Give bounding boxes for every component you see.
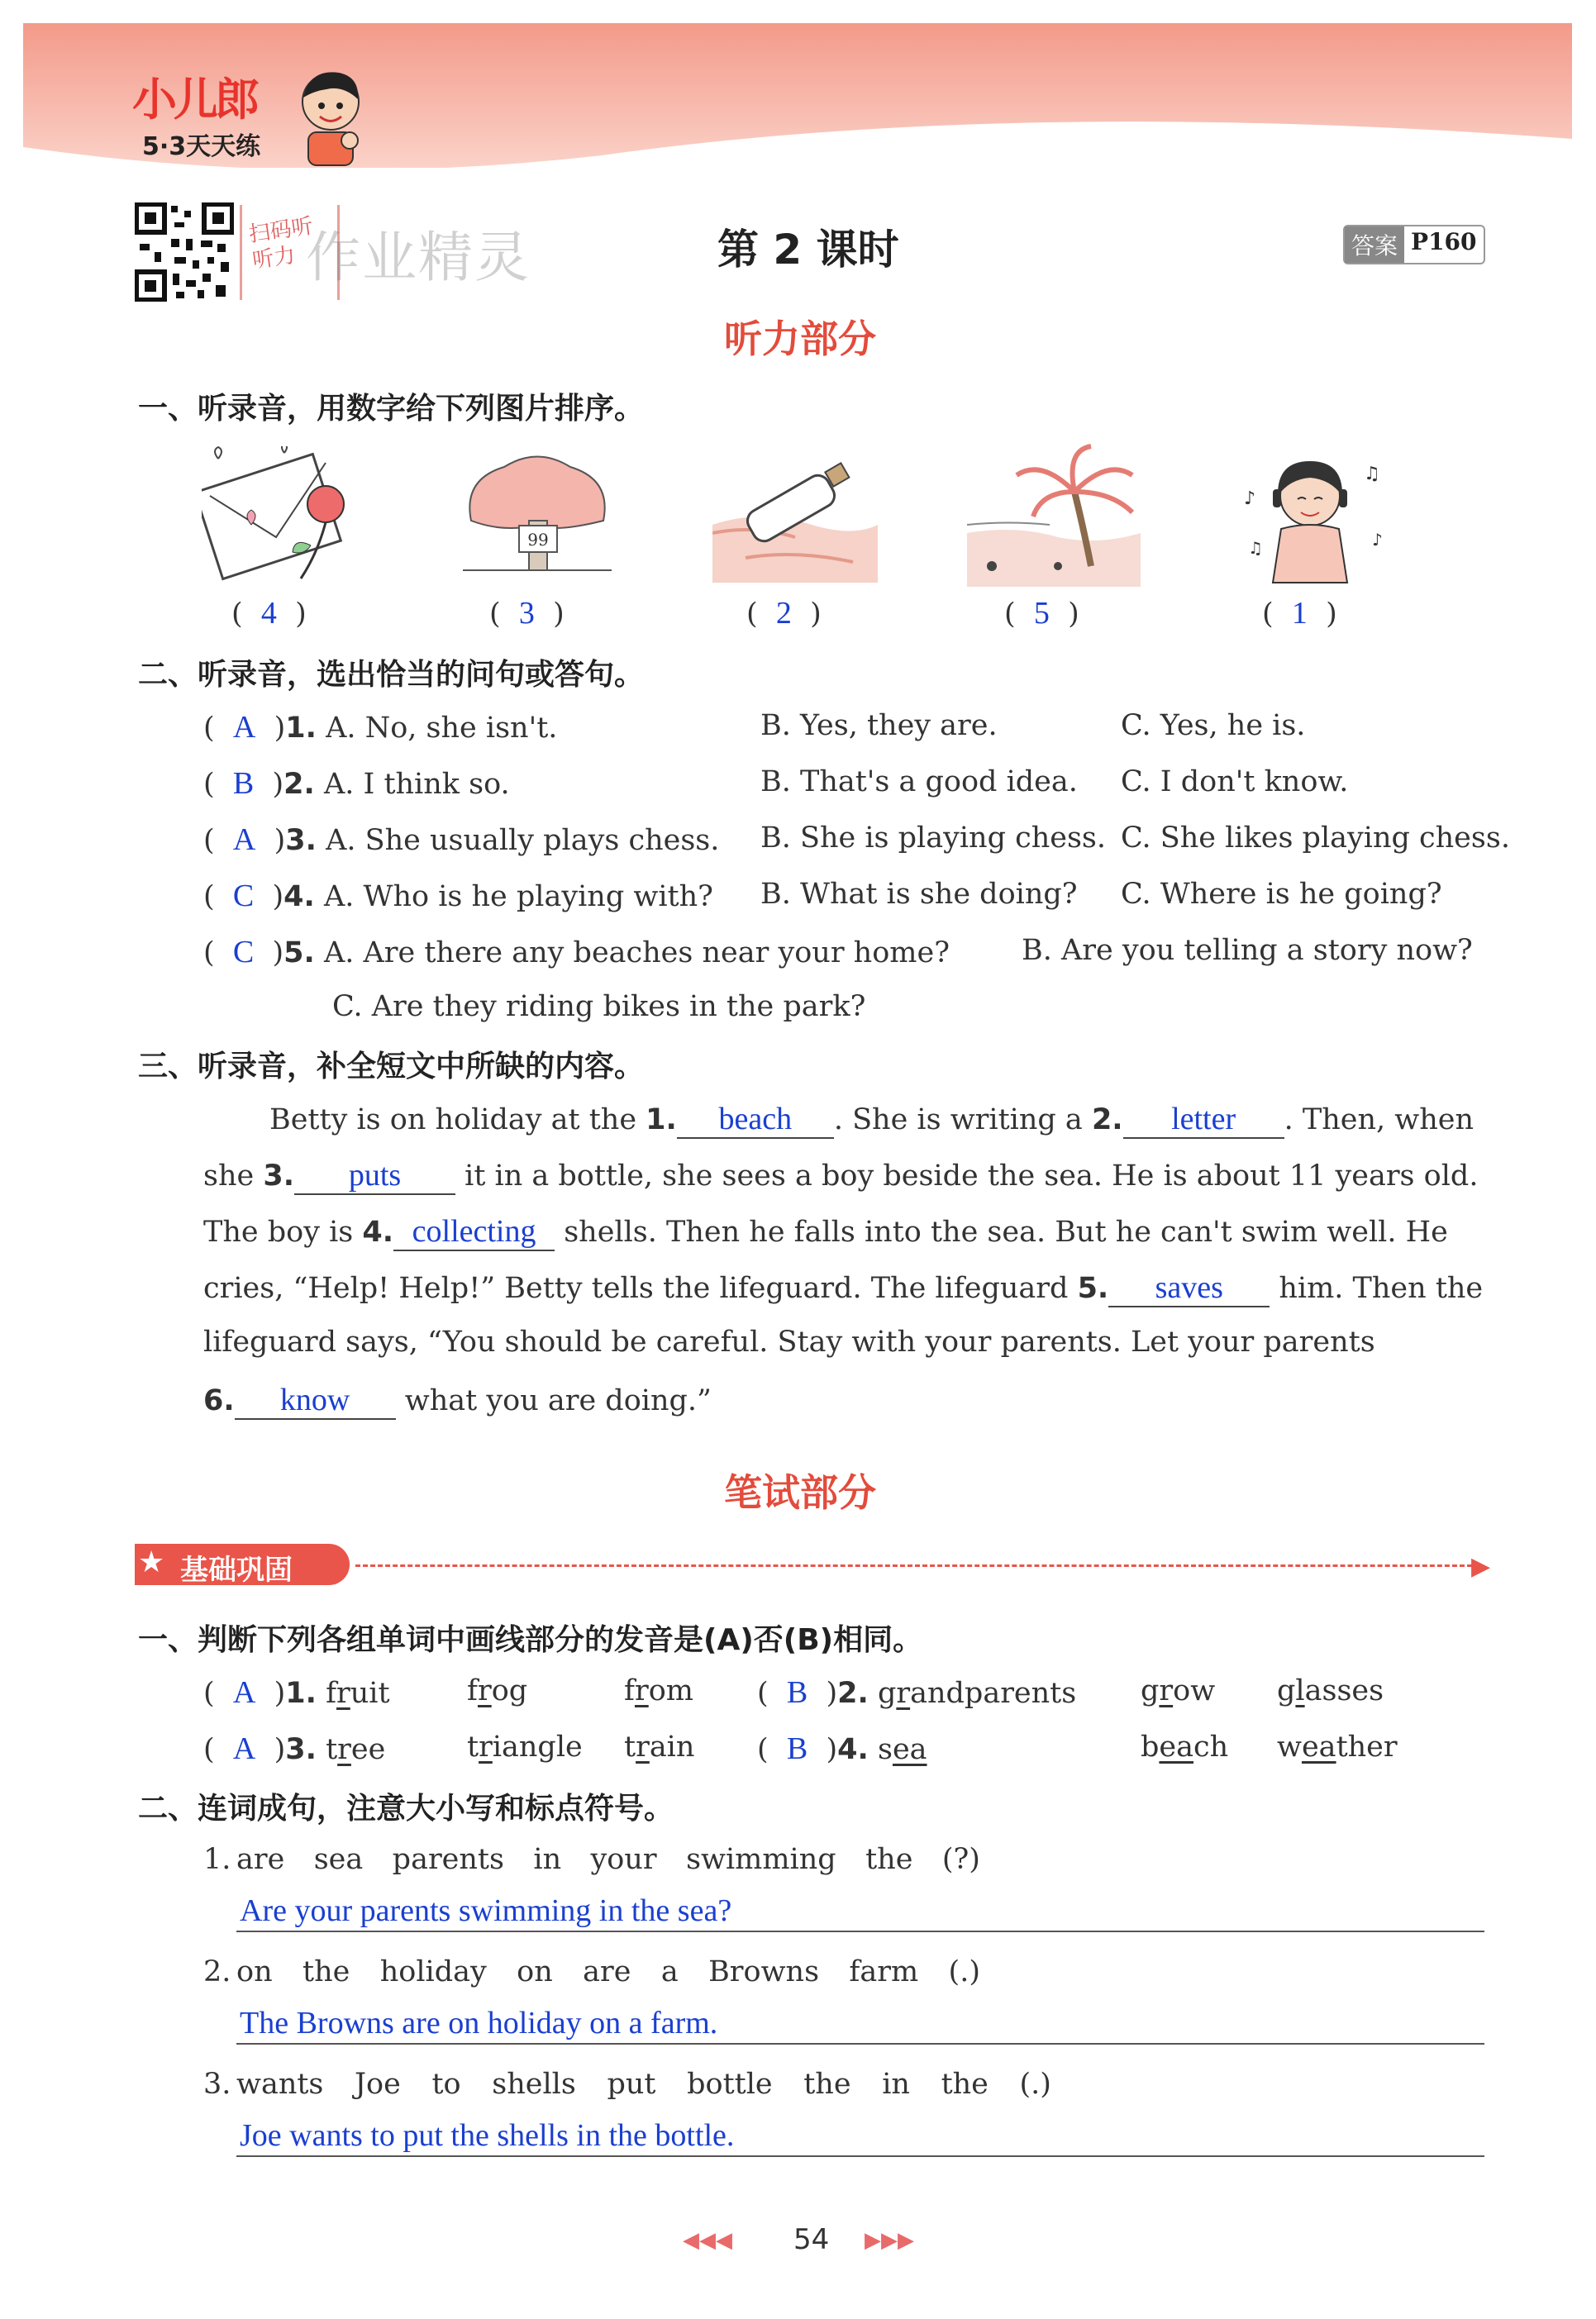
star-icon: ★	[138, 1545, 165, 1579]
phonics-answer: B	[786, 1731, 808, 1766]
blank-1[interactable]	[677, 1101, 834, 1139]
scramble-word: bottle	[687, 2068, 773, 2101]
q2-option-a: A. No, she isn't.	[326, 712, 558, 745]
phonics-num: 2.	[837, 1677, 869, 1710]
scramble-words-3	[236, 2068, 1051, 2101]
phonics-word: weather	[1277, 1731, 1398, 1764]
phonics-row-2: ( B )2. grandparents	[757, 1675, 1077, 1710]
q2-option-b: B. Yes, they are.	[760, 709, 998, 742]
q2-option-a: A. She usually plays chess.	[326, 824, 720, 857]
phonics-answer: A	[232, 1731, 256, 1766]
q2-option-a: A. Are there any beaches near your home?	[323, 936, 950, 969]
svg-text:♫: ♫	[1248, 538, 1263, 558]
mascot-boy-icon	[293, 64, 368, 168]
listening-q3-heading: 三、听录音，补全短文中所缺的内容。	[138, 1050, 645, 1083]
basics-banner-label: 基础巩固	[180, 1554, 293, 1587]
pic-answer-4: ( 5 )	[1004, 596, 1079, 631]
written-section-title: 笔试部分	[724, 1470, 876, 1515]
passage-text: . Then, when	[1284, 1103, 1475, 1136]
scramble-word: (?)	[941, 1843, 980, 1876]
answer-key-label: 答案	[1345, 226, 1404, 263]
scramble-word: the	[941, 2068, 989, 2101]
scramble-word: your	[590, 1843, 657, 1876]
q2-option-b: B. That's a good idea.	[760, 765, 1078, 798]
girl-music-icon	[1232, 446, 1389, 587]
tree-99-icon	[455, 446, 620, 587]
blank-number: 6.	[203, 1384, 235, 1417]
scramble-num: 2.	[203, 1955, 231, 1988]
logo-main: 小儿郎	[132, 74, 256, 126]
blank-3[interactable]	[294, 1157, 455, 1195]
scramble-word: (.)	[1019, 2068, 1051, 2101]
listening-q2-heading: 二、听录音，选出恰当的问句或答句。	[138, 658, 645, 692]
scramble-word: the	[865, 1843, 913, 1876]
q2-num: 2.	[283, 768, 315, 801]
qr-code-icon[interactable]	[135, 202, 234, 302]
phonics-word: from	[624, 1674, 693, 1707]
scramble-word: a	[660, 1955, 679, 1988]
passage-text: it in a bottle, she sees a boy beside the sea. He is about 11 years old.	[465, 1160, 1479, 1193]
banner-dashed-line	[355, 1564, 1479, 1567]
scramble-answer-2[interactable]: The Browns are on holiday on a farm.	[240, 2006, 718, 2040]
pic-answer-3: ( 2 )	[746, 596, 822, 631]
passage-line-1	[269, 1101, 1474, 1139]
passage-text: Betty is on holiday at the	[269, 1103, 637, 1136]
svg-text:♪: ♪	[1372, 530, 1383, 550]
scramble-word: are	[236, 1843, 285, 1876]
passage-line-2	[203, 1157, 1478, 1195]
q2-row-5: ( C )5. A. Are there any beaches near your home?	[203, 935, 950, 969]
blank-6[interactable]	[235, 1382, 396, 1420]
watermark: 作业精灵	[306, 226, 531, 289]
q2-answer: A	[232, 710, 256, 745]
phonics-word: tree	[326, 1733, 386, 1766]
prev-page-icon[interactable]: ◀◀◀	[683, 2228, 732, 2253]
answer-key-badge[interactable]	[1343, 225, 1485, 264]
blank-4[interactable]	[393, 1213, 555, 1251]
scramble-word: shells	[492, 2068, 576, 2101]
letter-rose-icon	[202, 446, 359, 587]
q2-row-1: ( A )1. A. No, she isn't.	[203, 710, 558, 745]
q2-answer: C	[232, 879, 255, 913]
logo-sub: 5·3天天练	[142, 132, 261, 161]
page-number: 54	[793, 2223, 830, 2256]
scramble-word: Joe	[355, 2068, 401, 2101]
phonics-row-4: ( B )4. sea	[757, 1731, 927, 1766]
phonics-word: grow	[1141, 1674, 1216, 1707]
pic-answer-2-value: 3	[518, 596, 535, 631]
scramble-num: 1.	[203, 1843, 231, 1876]
passage-text: she	[203, 1160, 255, 1193]
phonics-word: triangle	[467, 1731, 583, 1764]
q2-option-c: C. Yes, he is.	[1121, 709, 1306, 742]
scramble-word: sea	[313, 1843, 364, 1876]
q2-answer: A	[232, 822, 256, 857]
answer-line	[236, 2043, 1484, 2045]
beach-palm-icon	[967, 442, 1141, 587]
pic-answer-5-value: 1	[1291, 596, 1308, 631]
scramble-word: to	[431, 2068, 461, 2101]
written-q1-heading: 一、判断下列各组单词中画线部分的发音是(A)否(B)相同。	[138, 1623, 923, 1657]
phonics-word: glasses	[1277, 1674, 1384, 1707]
scramble-word: on	[517, 1955, 553, 1988]
scramble-num: 3.	[203, 2068, 231, 2101]
phonics-word: train	[624, 1731, 695, 1764]
svg-text:♪: ♪	[1244, 488, 1256, 509]
blank-number: 1.	[646, 1103, 677, 1136]
passage-text: what you are doing.”	[404, 1384, 712, 1417]
q2-num: 1.	[285, 712, 317, 745]
scramble-word: wants	[236, 2068, 324, 2101]
q2-row-3: ( A )3. A. She usually plays chess.	[203, 822, 720, 857]
q2-option-a: A. I think so.	[323, 768, 510, 801]
blank-1-answer: beach	[718, 1102, 793, 1136]
scramble-words-2	[236, 1955, 980, 1988]
blank-number: 5.	[1077, 1272, 1109, 1305]
phonics-row-3: ( A )3. tree	[203, 1731, 386, 1766]
answer-key-page: P160	[1411, 228, 1477, 255]
scramble-word: parents	[392, 1843, 504, 1876]
tree-sign-text: 99	[527, 530, 549, 550]
pic-answer-1: ( 4 )	[231, 596, 307, 631]
phonics-word: sea	[877, 1733, 927, 1766]
q2-option-a: A. Who is he playing with?	[323, 880, 713, 913]
passage-line-3	[203, 1213, 1448, 1251]
q2-option-b: B. Are you telling a story now?	[1022, 934, 1473, 967]
phonics-word: frog	[467, 1674, 528, 1707]
pic-answer-5: ( 1 )	[1262, 596, 1337, 631]
written-q2-heading: 二、连词成句，注意大小写和标点符号。	[138, 1792, 674, 1826]
q2-option-c: C. Are they riding bikes in the park?	[332, 990, 866, 1023]
blank-3-answer: puts	[348, 1158, 402, 1193]
listening-section-title: 听力部分	[724, 317, 876, 361]
passage-text: him. Then the	[1279, 1272, 1484, 1305]
scramble-word: in	[882, 2068, 910, 2101]
q2-option-b: B. She is playing chess.	[760, 821, 1107, 855]
qr-label: 扫码听听力	[247, 213, 315, 274]
passage-text: . She is writing a	[833, 1103, 1083, 1136]
scramble-answer-3[interactable]: Joe wants to put the shells in the bottle.	[240, 2118, 735, 2153]
q2-answer: C	[232, 935, 255, 969]
scramble-word: swimming	[686, 1843, 836, 1876]
banner-arrow-icon: ▶	[1471, 1552, 1491, 1581]
q2-option-c: C. I don't know.	[1121, 765, 1349, 798]
phonics-word: beach	[1141, 1731, 1229, 1764]
basics-banner	[135, 1544, 350, 1585]
phonics-word: fruit	[326, 1677, 390, 1710]
pic-answer-1-value: 4	[260, 596, 277, 631]
passage-text: shells. Then he falls into the sea. But he can't swim well. He	[564, 1216, 1448, 1249]
passage-text: The boy is	[203, 1216, 354, 1249]
q2-row-2: ( B )2. A. I think so.	[203, 766, 510, 801]
listening-q1-heading: 一、听录音，用数字给下列图片排序。	[138, 392, 645, 426]
blank-number: 3.	[263, 1160, 295, 1193]
scramble-answer-1[interactable]: Are your parents swimming in the sea?	[240, 1893, 732, 1928]
blank-6-answer: know	[279, 1383, 350, 1417]
q2-row-4: ( C )4. A. Who is he playing with?	[203, 879, 713, 913]
blank-5-answer: saves	[1155, 1270, 1223, 1305]
passage-text: cries, “Help! Help!” Betty tells the lifeguard. The lifeguard	[203, 1272, 1069, 1305]
phonics-num: 1.	[285, 1677, 317, 1710]
bottle-icon	[712, 459, 878, 583]
scramble-word: holiday	[379, 1955, 487, 1988]
q2-answer: B	[232, 766, 255, 801]
next-page-icon[interactable]: ▶▶▶	[865, 2228, 914, 2253]
blank-4-answer: collecting	[412, 1214, 536, 1249]
pic-answer-3-value: 2	[775, 596, 792, 631]
scramble-word: the	[803, 2068, 851, 2101]
scramble-word: (.)	[948, 1955, 980, 1988]
passage-line-6	[203, 1382, 712, 1420]
answer-line	[236, 2155, 1484, 2157]
answer-line	[236, 1931, 1484, 1932]
blank-2[interactable]	[1123, 1101, 1284, 1139]
scramble-words-1	[236, 1843, 980, 1876]
q2-num: 3.	[285, 824, 317, 857]
q2-num: 4.	[283, 880, 315, 913]
svg-text:♫: ♫	[1364, 464, 1380, 484]
q2-option-c: C. She likes playing chess.	[1121, 821, 1510, 855]
scramble-word: on	[236, 1955, 273, 1988]
blank-2-answer: letter	[1171, 1102, 1236, 1136]
phonics-answer: B	[786, 1675, 808, 1710]
scramble-word: in	[533, 1843, 562, 1876]
blank-number: 4.	[362, 1216, 394, 1249]
scramble-word: Browns	[708, 1955, 820, 1988]
lesson-title: 第 2 课时	[717, 226, 899, 274]
q2-option-c: C. Where is he going?	[1121, 878, 1442, 911]
passage-line-4	[203, 1269, 1483, 1307]
blank-5[interactable]	[1108, 1269, 1270, 1307]
phonics-answer: A	[232, 1675, 256, 1710]
pic-answer-2: ( 3 )	[489, 596, 565, 631]
scramble-word: the	[303, 1955, 350, 1988]
phonics-word: grandparents	[877, 1677, 1077, 1710]
phonics-num: 3.	[285, 1733, 317, 1766]
q2-num: 5.	[283, 936, 315, 969]
scramble-word: put	[607, 2068, 656, 2101]
scramble-word: are	[583, 1955, 631, 1988]
pic-answer-4-value: 5	[1033, 596, 1050, 631]
q2-option-b: B. What is she doing?	[760, 878, 1078, 911]
blank-number: 2.	[1091, 1103, 1123, 1136]
phonics-row-1: ( A )1. fruit	[203, 1675, 390, 1710]
passage-line-5: lifeguard says, “You should be careful. Stay with your parents. Let your parents	[203, 1326, 1375, 1359]
scramble-word: farm	[849, 1955, 919, 1988]
phonics-num: 4.	[837, 1733, 869, 1766]
